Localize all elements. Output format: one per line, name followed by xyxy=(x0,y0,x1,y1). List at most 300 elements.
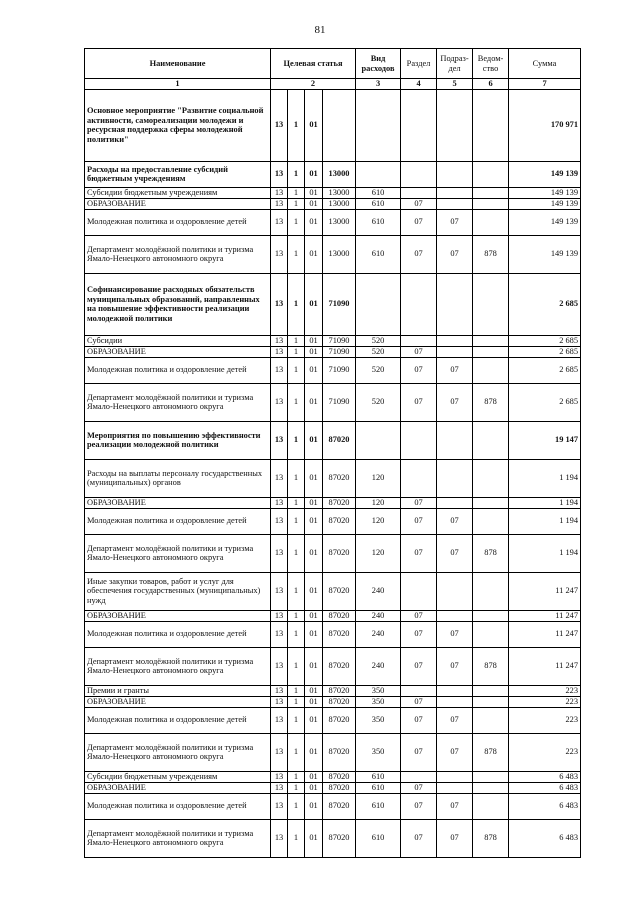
cell-target-program: 13 xyxy=(271,346,288,357)
cell-name: Субсидии бюджетным учреждениям xyxy=(85,187,271,198)
cell-razdel: 07 xyxy=(401,235,437,273)
col-number-7: 7 xyxy=(509,79,581,90)
cell-target-direction: 87020 xyxy=(323,696,356,707)
cell-summa: 2 685 xyxy=(509,383,581,421)
cell-name: Департамент молодёжной политики и туризма Ямало-Ненецкого автономного округа xyxy=(85,647,271,685)
cell-podrazdel xyxy=(437,572,473,610)
cell-razdel: 07 xyxy=(401,782,437,793)
cell-target-subprogram: 1 xyxy=(288,357,305,383)
cell-vedomstvo xyxy=(473,161,509,187)
col-number-5: 5 xyxy=(437,79,473,90)
cell-podrazdel xyxy=(437,685,473,696)
cell-vid: 120 xyxy=(356,534,401,572)
cell-razdel xyxy=(401,572,437,610)
table-row xyxy=(85,696,581,707)
cell-target-direction: 87020 xyxy=(323,610,356,621)
cell-summa: 11 247 xyxy=(509,647,581,685)
cell-name: ОБРАЗОВАНИЕ xyxy=(85,198,271,209)
table-row xyxy=(85,198,581,209)
cell-target-direction: 87020 xyxy=(323,647,356,685)
table-row xyxy=(85,209,581,235)
cell-name: Софинансирование расходных обязательств муниципальных образований, направленных на повышение эффективности реализации молодежной политики xyxy=(85,273,271,335)
cell-target-event: 01 xyxy=(305,782,323,793)
cell-target-program: 13 xyxy=(271,235,288,273)
cell-target-direction: 13000 xyxy=(323,235,356,273)
cell-podrazdel xyxy=(437,187,473,198)
cell-name: Расходы на предоставление субсидий бюджетным учреждениям xyxy=(85,161,271,187)
table-row xyxy=(85,508,581,534)
cell-vid xyxy=(356,89,401,161)
cell-name: Иные закупки товаров, работ и услуг для обеспечения государственных (муниципальных) нужд xyxy=(85,572,271,610)
cell-vid: 240 xyxy=(356,610,401,621)
cell-name: Основное мероприятие "Развитие социальной активности, самореализации молодежи и ресурсная поддержка сферы молодежной политики" xyxy=(85,89,271,161)
cell-summa: 2 685 xyxy=(509,335,581,346)
cell-razdel: 07 xyxy=(401,610,437,621)
cell-target-event: 01 xyxy=(305,707,323,733)
cell-target-direction: 13000 xyxy=(323,161,356,187)
cell-podrazdel xyxy=(437,346,473,357)
cell-target-direction: 87020 xyxy=(323,621,356,647)
cell-name: Мероприятия по повышению эффективности реализации молодежной политики xyxy=(85,421,271,459)
cell-razdel xyxy=(401,685,437,696)
cell-target-program: 13 xyxy=(271,209,288,235)
cell-target-event: 01 xyxy=(305,187,323,198)
cell-name: ОБРАЗОВАНИЕ xyxy=(85,497,271,508)
header-target: Целевая статья xyxy=(271,49,356,79)
cell-vedomstvo xyxy=(473,357,509,383)
cell-target-event: 01 xyxy=(305,89,323,161)
cell-name: ОБРАЗОВАНИЕ xyxy=(85,346,271,357)
header-row xyxy=(85,49,581,79)
table-row xyxy=(85,733,581,771)
cell-target-program: 13 xyxy=(271,685,288,696)
cell-target-event: 01 xyxy=(305,346,323,357)
cell-target-program: 13 xyxy=(271,459,288,497)
cell-name: ОБРАЗОВАНИЕ xyxy=(85,696,271,707)
cell-target-event: 01 xyxy=(305,161,323,187)
col-number-6: 6 xyxy=(473,79,509,90)
cell-summa: 149 139 xyxy=(509,235,581,273)
cell-vedomstvo: 878 xyxy=(473,733,509,771)
cell-vedomstvo xyxy=(473,508,509,534)
cell-target-subprogram: 1 xyxy=(288,733,305,771)
page-number: 81 xyxy=(314,24,326,36)
cell-target-program: 13 xyxy=(271,621,288,647)
cell-target-program: 13 xyxy=(271,357,288,383)
cell-vid: 610 xyxy=(356,235,401,273)
cell-summa: 223 xyxy=(509,685,581,696)
cell-vid: 120 xyxy=(356,459,401,497)
cell-target-subprogram: 1 xyxy=(288,647,305,685)
table-row xyxy=(85,459,581,497)
cell-podrazdel: 07 xyxy=(437,733,473,771)
cell-vedomstvo: 878 xyxy=(473,235,509,273)
table-row xyxy=(85,771,581,782)
table-row xyxy=(85,383,581,421)
cell-razdel: 07 xyxy=(401,733,437,771)
cell-podrazdel xyxy=(437,782,473,793)
cell-target-event: 01 xyxy=(305,235,323,273)
cell-target-direction: 87020 xyxy=(323,572,356,610)
cell-name: Премии и гранты xyxy=(85,685,271,696)
cell-vedomstvo xyxy=(473,459,509,497)
cell-summa: 1 194 xyxy=(509,534,581,572)
cell-target-subprogram: 1 xyxy=(288,161,305,187)
table-row xyxy=(85,346,581,357)
cell-razdel xyxy=(401,459,437,497)
cell-vid: 240 xyxy=(356,572,401,610)
cell-name: Субсидии xyxy=(85,335,271,346)
cell-target-program: 13 xyxy=(271,572,288,610)
col-number-1: 1 xyxy=(85,79,271,90)
cell-target-subprogram: 1 xyxy=(288,273,305,335)
cell-target-subprogram: 1 xyxy=(288,819,305,857)
cell-summa: 1 194 xyxy=(509,459,581,497)
col-number-4: 4 xyxy=(401,79,437,90)
cell-target-subprogram: 1 xyxy=(288,508,305,534)
cell-podrazdel xyxy=(437,273,473,335)
cell-target-event: 01 xyxy=(305,421,323,459)
cell-target-subprogram: 1 xyxy=(288,235,305,273)
cell-name: Молодежная политика и оздоровление детей xyxy=(85,209,271,235)
cell-name: Молодежная политика и оздоровление детей xyxy=(85,357,271,383)
cell-target-subprogram: 1 xyxy=(288,793,305,819)
header-razdel: Раздел xyxy=(401,49,437,79)
cell-razdel: 07 xyxy=(401,793,437,819)
cell-target-subprogram: 1 xyxy=(288,383,305,421)
cell-razdel: 07 xyxy=(401,696,437,707)
cell-podrazdel xyxy=(437,696,473,707)
cell-target-event: 01 xyxy=(305,610,323,621)
cell-name: Молодежная политика и оздоровление детей xyxy=(85,621,271,647)
cell-target-program: 13 xyxy=(271,161,288,187)
cell-vid: 350 xyxy=(356,733,401,771)
cell-name: Департамент молодёжной политики и туризма Ямало-Ненецкого автономного округа xyxy=(85,733,271,771)
cell-summa: 2 685 xyxy=(509,273,581,335)
cell-razdel xyxy=(401,335,437,346)
cell-razdel xyxy=(401,89,437,161)
cell-summa: 149 139 xyxy=(509,161,581,187)
cell-target-program: 13 xyxy=(271,335,288,346)
cell-razdel xyxy=(401,187,437,198)
cell-target-direction: 87020 xyxy=(323,685,356,696)
cell-podrazdel xyxy=(437,497,473,508)
cell-razdel: 07 xyxy=(401,508,437,534)
cell-target-event: 01 xyxy=(305,647,323,685)
cell-target-subprogram: 1 xyxy=(288,209,305,235)
cell-vedomstvo: 878 xyxy=(473,819,509,857)
cell-podrazdel xyxy=(437,161,473,187)
cell-target-subprogram: 1 xyxy=(288,421,305,459)
cell-target-program: 13 xyxy=(271,610,288,621)
cell-podrazdel: 07 xyxy=(437,707,473,733)
cell-target-subprogram: 1 xyxy=(288,89,305,161)
cell-target-program: 13 xyxy=(271,534,288,572)
table-row xyxy=(85,685,581,696)
cell-vid: 610 xyxy=(356,793,401,819)
cell-vedomstvo xyxy=(473,696,509,707)
cell-vedomstvo: 878 xyxy=(473,534,509,572)
cell-name: Департамент молодёжной политики и туризма Ямало-Ненецкого автономного округа xyxy=(85,235,271,273)
cell-target-event: 01 xyxy=(305,459,323,497)
cell-podrazdel xyxy=(437,335,473,346)
cell-podrazdel: 07 xyxy=(437,383,473,421)
cell-target-program: 13 xyxy=(271,819,288,857)
cell-target-subprogram: 1 xyxy=(288,335,305,346)
cell-target-subprogram: 1 xyxy=(288,610,305,621)
cell-target-subprogram: 1 xyxy=(288,534,305,572)
cell-summa: 11 247 xyxy=(509,610,581,621)
cell-vid: 520 xyxy=(356,383,401,421)
cell-vedomstvo xyxy=(473,497,509,508)
table-row xyxy=(85,235,581,273)
cell-name: ОБРАЗОВАНИЕ xyxy=(85,782,271,793)
cell-target-program: 13 xyxy=(271,421,288,459)
cell-razdel: 07 xyxy=(401,383,437,421)
cell-target-event: 01 xyxy=(305,497,323,508)
cell-summa: 149 139 xyxy=(509,187,581,198)
cell-summa: 11 247 xyxy=(509,621,581,647)
cell-vedomstvo xyxy=(473,187,509,198)
cell-summa: 6 483 xyxy=(509,819,581,857)
table-row xyxy=(85,621,581,647)
cell-podrazdel xyxy=(437,610,473,621)
cell-summa: 223 xyxy=(509,696,581,707)
cell-target-event: 01 xyxy=(305,508,323,534)
cell-razdel: 07 xyxy=(401,209,437,235)
cell-target-subprogram: 1 xyxy=(288,782,305,793)
cell-target-subprogram: 1 xyxy=(288,497,305,508)
table-row xyxy=(85,534,581,572)
cell-target-program: 13 xyxy=(271,733,288,771)
budget-table xyxy=(84,48,581,858)
cell-target-direction: 87020 xyxy=(323,508,356,534)
cell-podrazdel: 07 xyxy=(437,508,473,534)
table-row xyxy=(85,335,581,346)
cell-vid xyxy=(356,273,401,335)
cell-target-program: 13 xyxy=(271,89,288,161)
cell-podrazdel: 07 xyxy=(437,793,473,819)
header-name: Наименование xyxy=(85,49,271,79)
cell-target-subprogram: 1 xyxy=(288,621,305,647)
cell-target-program: 13 xyxy=(271,187,288,198)
table-body xyxy=(85,89,581,857)
cell-target-subprogram: 1 xyxy=(288,198,305,209)
cell-target-event: 01 xyxy=(305,357,323,383)
cell-target-event: 01 xyxy=(305,793,323,819)
cell-target-event: 01 xyxy=(305,696,323,707)
cell-target-subprogram: 1 xyxy=(288,346,305,357)
table-row xyxy=(85,161,581,187)
cell-target-direction: 71090 xyxy=(323,335,356,346)
cell-target-subprogram: 1 xyxy=(288,685,305,696)
cell-target-direction: 13000 xyxy=(323,209,356,235)
cell-podrazdel: 07 xyxy=(437,209,473,235)
cell-vedomstvo xyxy=(473,793,509,819)
cell-razdel: 07 xyxy=(401,707,437,733)
cell-vedomstvo xyxy=(473,572,509,610)
cell-target-event: 01 xyxy=(305,771,323,782)
cell-target-event: 01 xyxy=(305,572,323,610)
cell-vid: 350 xyxy=(356,707,401,733)
cell-podrazdel: 07 xyxy=(437,621,473,647)
col-number-3: 3 xyxy=(356,79,401,90)
cell-vid: 520 xyxy=(356,357,401,383)
cell-vedomstvo xyxy=(473,421,509,459)
cell-target-program: 13 xyxy=(271,508,288,534)
cell-podrazdel: 07 xyxy=(437,534,473,572)
cell-target-subprogram: 1 xyxy=(288,572,305,610)
cell-vid: 610 xyxy=(356,782,401,793)
cell-target-direction: 87020 xyxy=(323,534,356,572)
cell-target-event: 01 xyxy=(305,621,323,647)
cell-razdel: 07 xyxy=(401,534,437,572)
header-summa: Сумма xyxy=(509,49,581,79)
cell-podrazdel: 07 xyxy=(437,357,473,383)
cell-target-program: 13 xyxy=(271,198,288,209)
cell-target-subprogram: 1 xyxy=(288,459,305,497)
cell-name: Департамент молодёжной политики и туризма Ямало-Ненецкого автономного округа xyxy=(85,534,271,572)
cell-summa: 1 194 xyxy=(509,497,581,508)
cell-razdel: 07 xyxy=(401,497,437,508)
cell-summa: 2 685 xyxy=(509,346,581,357)
cell-vid: 610 xyxy=(356,819,401,857)
cell-podrazdel xyxy=(437,89,473,161)
cell-vid: 610 xyxy=(356,187,401,198)
cell-vedomstvo xyxy=(473,335,509,346)
cell-target-subprogram: 1 xyxy=(288,771,305,782)
cell-target-subprogram: 1 xyxy=(288,696,305,707)
cell-target-program: 13 xyxy=(271,497,288,508)
table-row xyxy=(85,819,581,857)
cell-name: Департамент молодёжной политики и туризма Ямало-Ненецкого автономного округа xyxy=(85,383,271,421)
cell-target-event: 01 xyxy=(305,685,323,696)
table-row xyxy=(85,497,581,508)
cell-vid xyxy=(356,161,401,187)
cell-summa: 6 483 xyxy=(509,793,581,819)
cell-target-direction: 71090 xyxy=(323,383,356,421)
cell-target-program: 13 xyxy=(271,771,288,782)
cell-target-program: 13 xyxy=(271,696,288,707)
cell-summa: 19 147 xyxy=(509,421,581,459)
cell-target-event: 01 xyxy=(305,534,323,572)
table-row xyxy=(85,707,581,733)
cell-podrazdel xyxy=(437,421,473,459)
cell-vedomstvo xyxy=(473,89,509,161)
header-vedomstvo: Ведом-ство xyxy=(473,49,509,79)
cell-target-direction: 13000 xyxy=(323,198,356,209)
table-row xyxy=(85,610,581,621)
table-row xyxy=(85,89,581,161)
cell-podrazdel xyxy=(437,459,473,497)
cell-target-event: 01 xyxy=(305,335,323,346)
table-row xyxy=(85,782,581,793)
cell-name: Департамент молодёжной политики и туризма Ямало-Ненецкого автономного округа xyxy=(85,819,271,857)
cell-vid: 120 xyxy=(356,508,401,534)
cell-vid: 520 xyxy=(356,346,401,357)
table-row xyxy=(85,793,581,819)
cell-summa: 6 483 xyxy=(509,782,581,793)
header-number-row xyxy=(85,79,581,90)
header-podrazdel: Подраз-дел xyxy=(437,49,473,79)
cell-target-subprogram: 1 xyxy=(288,187,305,198)
cell-vedomstvo xyxy=(473,209,509,235)
cell-target-event: 01 xyxy=(305,383,323,421)
cell-vid: 610 xyxy=(356,771,401,782)
cell-target-event: 01 xyxy=(305,273,323,335)
cell-name: Субсидии бюджетным учреждениям xyxy=(85,771,271,782)
cell-target-direction: 87020 xyxy=(323,497,356,508)
cell-vedomstvo xyxy=(473,685,509,696)
cell-razdel: 07 xyxy=(401,357,437,383)
col-number-2: 2 xyxy=(271,79,356,90)
cell-vid xyxy=(356,421,401,459)
cell-summa: 149 139 xyxy=(509,209,581,235)
table-row xyxy=(85,421,581,459)
cell-target-event: 01 xyxy=(305,819,323,857)
cell-name: ОБРАЗОВАНИЕ xyxy=(85,610,271,621)
cell-podrazdel xyxy=(437,198,473,209)
cell-vedomstvo xyxy=(473,707,509,733)
cell-podrazdel: 07 xyxy=(437,235,473,273)
cell-target-program: 13 xyxy=(271,383,288,421)
cell-target-direction: 87020 xyxy=(323,733,356,771)
cell-target-direction: 71090 xyxy=(323,357,356,383)
cell-name: Молодежная политика и оздоровление детей xyxy=(85,707,271,733)
cell-vedomstvo xyxy=(473,621,509,647)
cell-name: Молодежная политика и оздоровление детей xyxy=(85,508,271,534)
cell-name: Молодежная политика и оздоровление детей xyxy=(85,793,271,819)
cell-summa: 6 483 xyxy=(509,771,581,782)
cell-target-program: 13 xyxy=(271,793,288,819)
cell-target-event: 01 xyxy=(305,733,323,771)
header-vid: Вид расходов xyxy=(356,49,401,79)
table-row xyxy=(85,357,581,383)
cell-summa: 2 685 xyxy=(509,357,581,383)
cell-vid: 350 xyxy=(356,685,401,696)
cell-vid: 240 xyxy=(356,647,401,685)
cell-podrazdel: 07 xyxy=(437,819,473,857)
cell-razdel: 07 xyxy=(401,346,437,357)
cell-target-direction: 87020 xyxy=(323,771,356,782)
cell-vid: 120 xyxy=(356,497,401,508)
cell-target-direction: 87020 xyxy=(323,459,356,497)
cell-podrazdel xyxy=(437,771,473,782)
cell-target-subprogram: 1 xyxy=(288,707,305,733)
cell-vedomstvo xyxy=(473,771,509,782)
cell-target-program: 13 xyxy=(271,782,288,793)
cell-vedomstvo xyxy=(473,782,509,793)
cell-target-program: 13 xyxy=(271,273,288,335)
cell-target-direction: 87020 xyxy=(323,707,356,733)
cell-razdel xyxy=(401,273,437,335)
cell-razdel xyxy=(401,421,437,459)
cell-summa: 11 247 xyxy=(509,572,581,610)
table-row xyxy=(85,187,581,198)
cell-summa: 223 xyxy=(509,707,581,733)
cell-target-direction: 13000 xyxy=(323,187,356,198)
cell-vedomstvo: 878 xyxy=(473,647,509,685)
cell-razdel: 07 xyxy=(401,647,437,685)
cell-razdel: 07 xyxy=(401,819,437,857)
cell-vid: 520 xyxy=(356,335,401,346)
cell-vid: 350 xyxy=(356,696,401,707)
cell-target-program: 13 xyxy=(271,707,288,733)
cell-razdel xyxy=(401,771,437,782)
cell-target-direction: 71090 xyxy=(323,273,356,335)
cell-target-direction: 87020 xyxy=(323,421,356,459)
cell-vedomstvo xyxy=(473,273,509,335)
